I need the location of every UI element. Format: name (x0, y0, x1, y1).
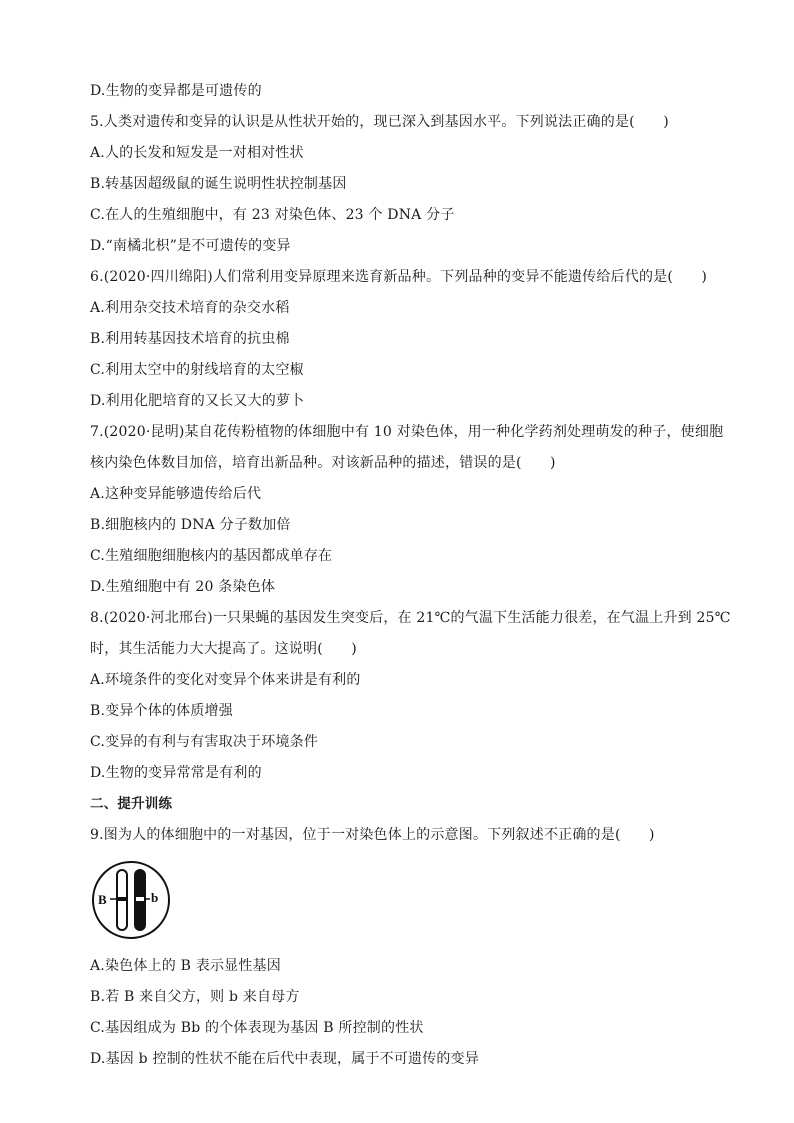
question-block-bottom (90, 951, 730, 1075)
question-line: D.生物的变异都是可遗传的 (90, 83, 262, 99)
gene-locus-right (136, 897, 144, 901)
section-title: 二、提升训练 (90, 796, 173, 812)
question-line: 时，其生活能力大大提高了。这说明( ) (90, 641, 357, 657)
question-line: C.变异的有利与有害取决于环境条件 (90, 734, 319, 750)
question-line: D.生物的变异常常是有利的 (90, 765, 262, 781)
question-9-stem: 9.图为人的体细胞中的一对基因，位于一对染色体上的示意图。下列叙述不正确的是( ) (90, 827, 655, 843)
question-line: D.“南橘北枳”是不可遗传的变异 (90, 238, 291, 254)
question-line: D.利用化肥培育的又长又大的萝卜 (90, 393, 305, 409)
question-line: B.变异个体的体质增强 (90, 703, 233, 719)
question-line: A.利用杂交技术培育的杂交水稻 (90, 300, 290, 316)
gene-label-dominant: B (98, 892, 107, 907)
question-line: A.环境条件的变化对变异个体来讲是有利的 (90, 672, 361, 688)
question-block-top (90, 76, 730, 789)
gene-label-recessive: b (151, 890, 159, 905)
question-line: 8.(2020·河北邢台)一只果蝇的基因发生突变后，在 21℃的气温下生活能力很差，在气温上升到 25℃ (90, 610, 731, 626)
question-line: C.利用太空中的射线培育的太空椒 (90, 362, 304, 378)
question-line: B.细胞核内的 DNA 分子数加倍 (90, 517, 291, 533)
question-line: A.这种变异能够遗传给后代 (90, 486, 262, 502)
question-line: C.生殖细胞细胞核内的基因都成单存在 (90, 548, 333, 564)
worksheet-page (90, 76, 730, 1075)
question-line: B.利用转基因技术培育的抗虫棉 (90, 331, 290, 347)
question-line: D.基因 b 控制的性状不能在后代中表现，属于不可遗传的变异 (90, 1051, 480, 1067)
question-line: 5.人类对遗传和变异的认识是从性状开始的，现已深入到基因水平。下列说法正确的是( ) (90, 114, 669, 130)
question-line: D.生殖细胞中有 20 条染色体 (90, 579, 276, 595)
chromosome-figure (90, 851, 730, 951)
question-line: C.基因组成为 Bb 的个体表现为基因 B 所控制的性状 (90, 1020, 424, 1036)
question-line: B.若 B 来自父方，则 b 来自母方 (90, 989, 300, 1005)
question-line: 6.(2020·四川绵阳)人们常利用变异原理来选育新品种。下列品种的变异不能遗传给后代的是( ) (90, 269, 708, 285)
chromosome-pair-diagram (90, 859, 172, 941)
gene-locus-left (118, 897, 126, 901)
question-line: B.转基因超级鼠的诞生说明性状控制基因 (90, 176, 347, 192)
question-line: C.在人的生殖细胞中，有 23 对染色体、23 个 DNA 分子 (90, 207, 455, 223)
question-line: 核内染色体数目加倍，培育出新品种。对该新品种的描述，错误的是( ) (90, 455, 556, 471)
question-line: 7.(2020·昆明)某自花传粉植物的体细胞中有 10 对染色体，用一种化学药剂处理萌发的种子，使细胞 (90, 424, 724, 440)
question-line: A.染色体上的 B 表示显性基因 (90, 958, 281, 974)
question-line: A.人的长发和短发是一对相对性状 (90, 145, 304, 161)
